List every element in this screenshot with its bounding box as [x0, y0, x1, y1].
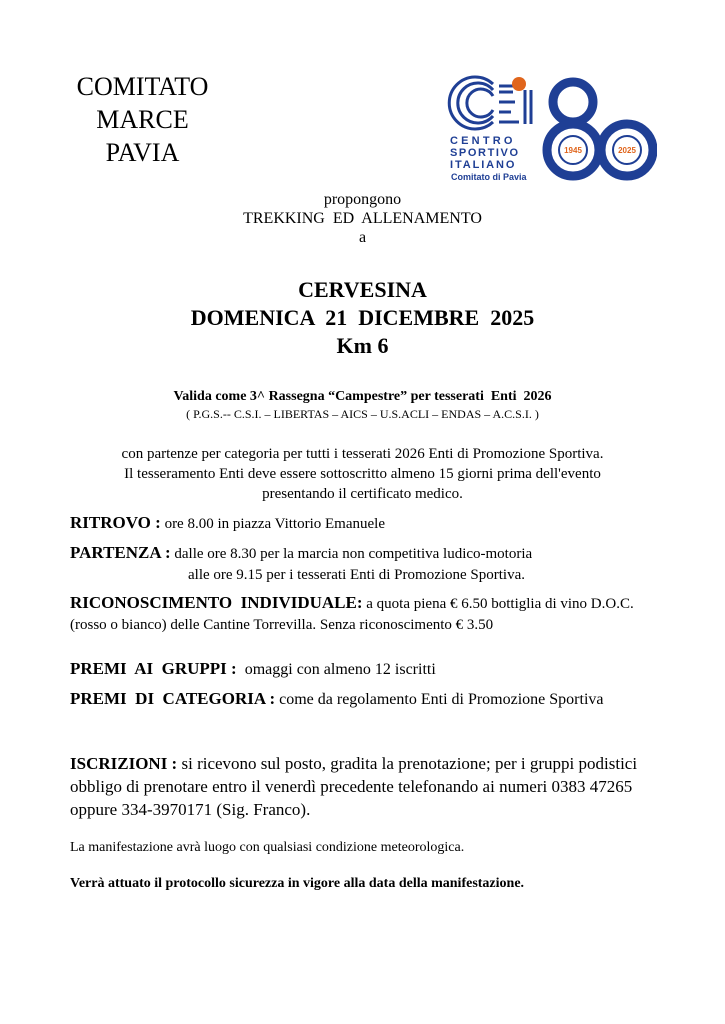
organizer-line-3: PAVIA	[105, 138, 180, 167]
protocollo-note: Verrà attuato il protocollo sicurezza in vigore alla data della manifestazione.	[70, 876, 525, 891]
premi-categoria-text: come da regolamento Enti di Promozione Sportiva	[275, 691, 604, 708]
event-date: DOMENICA 21 DICEMBRE 2025	[190, 305, 535, 330]
intro-activity: TREKKING ED ALLENAMENTO	[243, 210, 482, 227]
start-info-line-2: Il tesseramento Enti deve essere sottoscritto almeno 15 giorni prima dell'evento	[124, 466, 601, 482]
partenza-line-1: dalle ore 8.30 per la marcia non competitiva ludico-motoria	[170, 546, 533, 562]
year-end: 2025	[618, 146, 636, 155]
organizer-line-2: MARCE	[96, 105, 189, 134]
premi-categoria-section	[70, 688, 660, 711]
start-info-line-3: presentando il certificato medico.	[262, 486, 463, 502]
premi-gruppi-section	[70, 658, 660, 680]
intro-propongono: propongono	[323, 191, 402, 208]
validity-block	[0, 388, 725, 423]
riconoscimento-label: RICONOSCIMENTO INDIVIDUALE:	[70, 593, 363, 612]
organizer-line-1: COMITATO	[76, 72, 209, 101]
event-place: CERVESINA	[298, 277, 427, 302]
event-distance: Km 6	[336, 333, 389, 358]
orange-ball-icon	[512, 77, 526, 91]
ritrovo-section	[70, 512, 660, 535]
premi-gruppi-label: PREMI AI GRUPPI :	[70, 659, 237, 678]
csi-word-2: SPORTIVO	[450, 147, 520, 159]
csi-word-1: CENTRO	[450, 135, 516, 147]
organizer-name	[60, 70, 225, 169]
premi-categoria-label: PREMI DI CATEGORIA :	[70, 689, 276, 708]
start-info-line-1: con partenze per categoria per tutti i tesserati 2026 Enti di Promozione Sportiva.	[121, 446, 604, 462]
iscrizioni-section	[70, 752, 660, 821]
meteo-note: La manifestazione avrà luogo con qualsiasi condizione meteorologica.	[70, 840, 465, 855]
eighty-emblem-icon	[547, 82, 653, 176]
riconoscimento-section	[70, 592, 660, 636]
riconoscimento-text: a quota piena € 6.50 bottiglia di vino D.O.C. (rosso o bianco) delle Cantine Torrevilla. Senza riconoscimento € 3.50	[70, 596, 634, 633]
premi-gruppi-text: omaggi con almeno 12 iscritti	[236, 661, 436, 678]
csi-subtitle: Comitato di Pavia	[451, 172, 527, 182]
start-info-block	[70, 444, 655, 504]
csi-word-3: ITALIANO	[450, 159, 517, 171]
partenza-section	[70, 542, 660, 586]
intro-a: a	[358, 229, 367, 246]
iscrizioni-label: ISCRIZIONI :	[70, 754, 178, 773]
partenza-label: PARTENZA :	[70, 543, 171, 562]
validity-line-1: Valida come 3^ Rassegna “Campestre” per tesserati Enti 2026	[173, 389, 552, 404]
csi-80-logo	[447, 72, 657, 182]
validity-line-2: ( P.G.S.-- C.S.I. – LIBERTAS – AICS – U.S.ACLI – ENDAS – A.C.S.I. )	[186, 407, 539, 421]
year-start: 1945	[564, 146, 582, 155]
ritrovo-text: ore 8.00 in piazza Vittorio Emanuele	[160, 516, 385, 532]
intro-block	[0, 190, 725, 247]
partenza-line-2: alle ore 9.15 per i tesserati Enti di Promozione Sportiva.	[188, 567, 526, 583]
ritrovo-label: RITROVO :	[70, 513, 161, 532]
event-block	[0, 276, 725, 360]
iscrizioni-text: si ricevono sul posto, gradita la prenotazione; per i gruppi podistici obbligo di prenotare entro il venerdì precedente telefonando ai numeri 0383 47265 oppure 334-3970171 (Sig. Franco).	[70, 754, 638, 819]
